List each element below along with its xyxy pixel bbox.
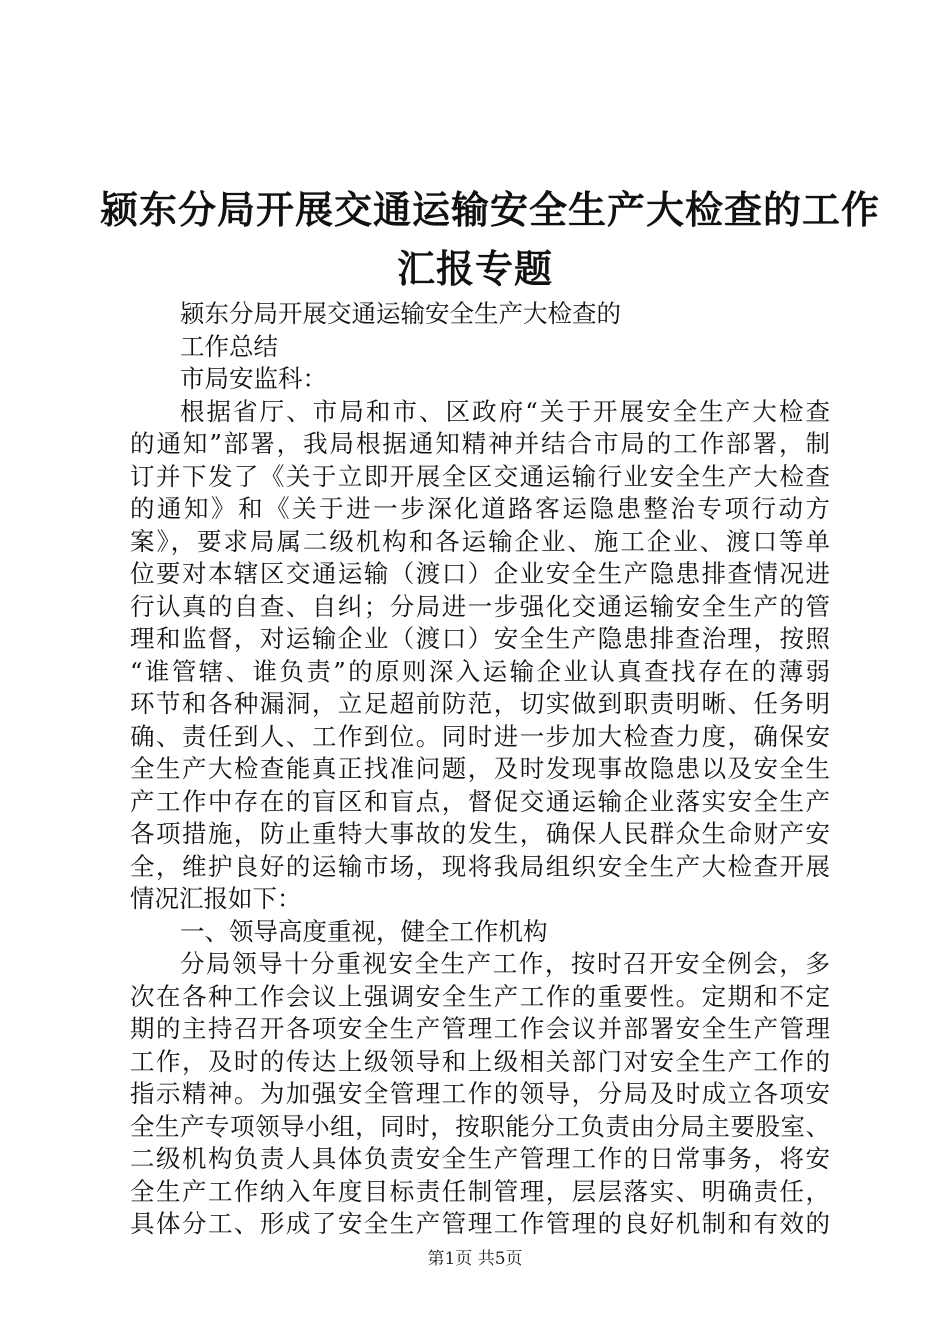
body-line: 工作，及时的传达上级领导和上级相关部门对安全生产工作的 (130, 1046, 830, 1076)
body-line: 全，维护良好的运输市场，现将我局组织安全生产大检查开展 (130, 851, 830, 881)
body-line: 案》，要求局属二级机构和各运输企业、施工企业、渡口等单 (130, 526, 830, 556)
body-line: 次在各种工作会议上强调安全生产工作的重要性。定期和不定 (130, 981, 830, 1011)
body-line: 各项措施，防止重特大事故的发生，确保人民群众生命财产安 (130, 819, 830, 848)
document-title-line-2: 汇报专题 (396, 246, 553, 291)
body-line: 位要对本辖区交通运输（渡口）企业安全生产隐患排查情况进 (130, 559, 830, 588)
body-line: 二级机构负责人具体负责安全生产管理工作的日常事务，将安 (130, 1144, 830, 1173)
body-line: 具体分工、形成了安全生产管理工作管理的良好机制和有效的 (130, 1209, 830, 1238)
page-footer: 第1页 共5页 (427, 1249, 523, 1269)
body-line: 的通知》和《关于进一步深化道路客运隐患整治专项行动方 (130, 494, 830, 523)
body-line: 分局领导十分重视安全生产工作，按时召开安全例会，多 (180, 949, 830, 978)
body-line: 环节和各种漏洞，立足超前防范，切实做到职责明晰、任务明 (130, 689, 830, 718)
body-line: 确、责任到人、工作到位。同时进一步加大检查力度，确保安 (130, 721, 830, 751)
body-line: 一、领导高度重视，健全工作机构 (180, 916, 548, 946)
body-line: 行认真的自查、自纠；分局进一步强化交通运输安全生产的管 (130, 591, 830, 621)
body-line: 工作总结 (180, 331, 278, 361)
body-line: “谁管辖、谁负责”的原则深入运输企业认真查找存在的薄弱 (130, 656, 830, 686)
body-line: 市局安监科： (180, 364, 327, 393)
body-line: 情况汇报如下： (130, 884, 302, 913)
body-line: 颍东分局开展交通运输安全生产大检查的 (180, 299, 621, 328)
body-line: 理和监督，对运输企业（渡口）安全生产隐患排查治理，按照 (130, 624, 830, 653)
body-line: 指示精神。为加强安全管理工作的领导，分局及时成立各项安 (130, 1079, 830, 1108)
body-line: 全生产专项领导小组，同时，按职能分工负责由分局主要股室、 (130, 1111, 830, 1141)
document-body (130, 298, 830, 1241)
body-line: 期的主持召开各项安全生产管理工作会议并部署安全生产管理 (130, 1014, 830, 1043)
body-line: 全生产工作纳入年度目标责任制管理，层层落实、明确责任， (130, 1176, 830, 1206)
body-line: 订并下发了《关于立即开展全区交通运输行业安全生产大检查 (130, 461, 830, 491)
document-title-line-1: 颍东分局开展交通运输安全生产大检查的工作 (100, 187, 881, 232)
body-line: 根据省厅、市局和市、区政府“关于开展安全生产大检查 (180, 396, 830, 426)
body-line: 全生产大检查能真正找准问题，及时发现事故隐患以及安全生 (130, 754, 830, 783)
body-line: 的通知”部署，我局根据通知精神并结合市局的工作部署，制 (130, 429, 830, 458)
body-line: 产工作中存在的盲区和盲点，督促交通运输企业落实安全生产 (130, 786, 830, 816)
